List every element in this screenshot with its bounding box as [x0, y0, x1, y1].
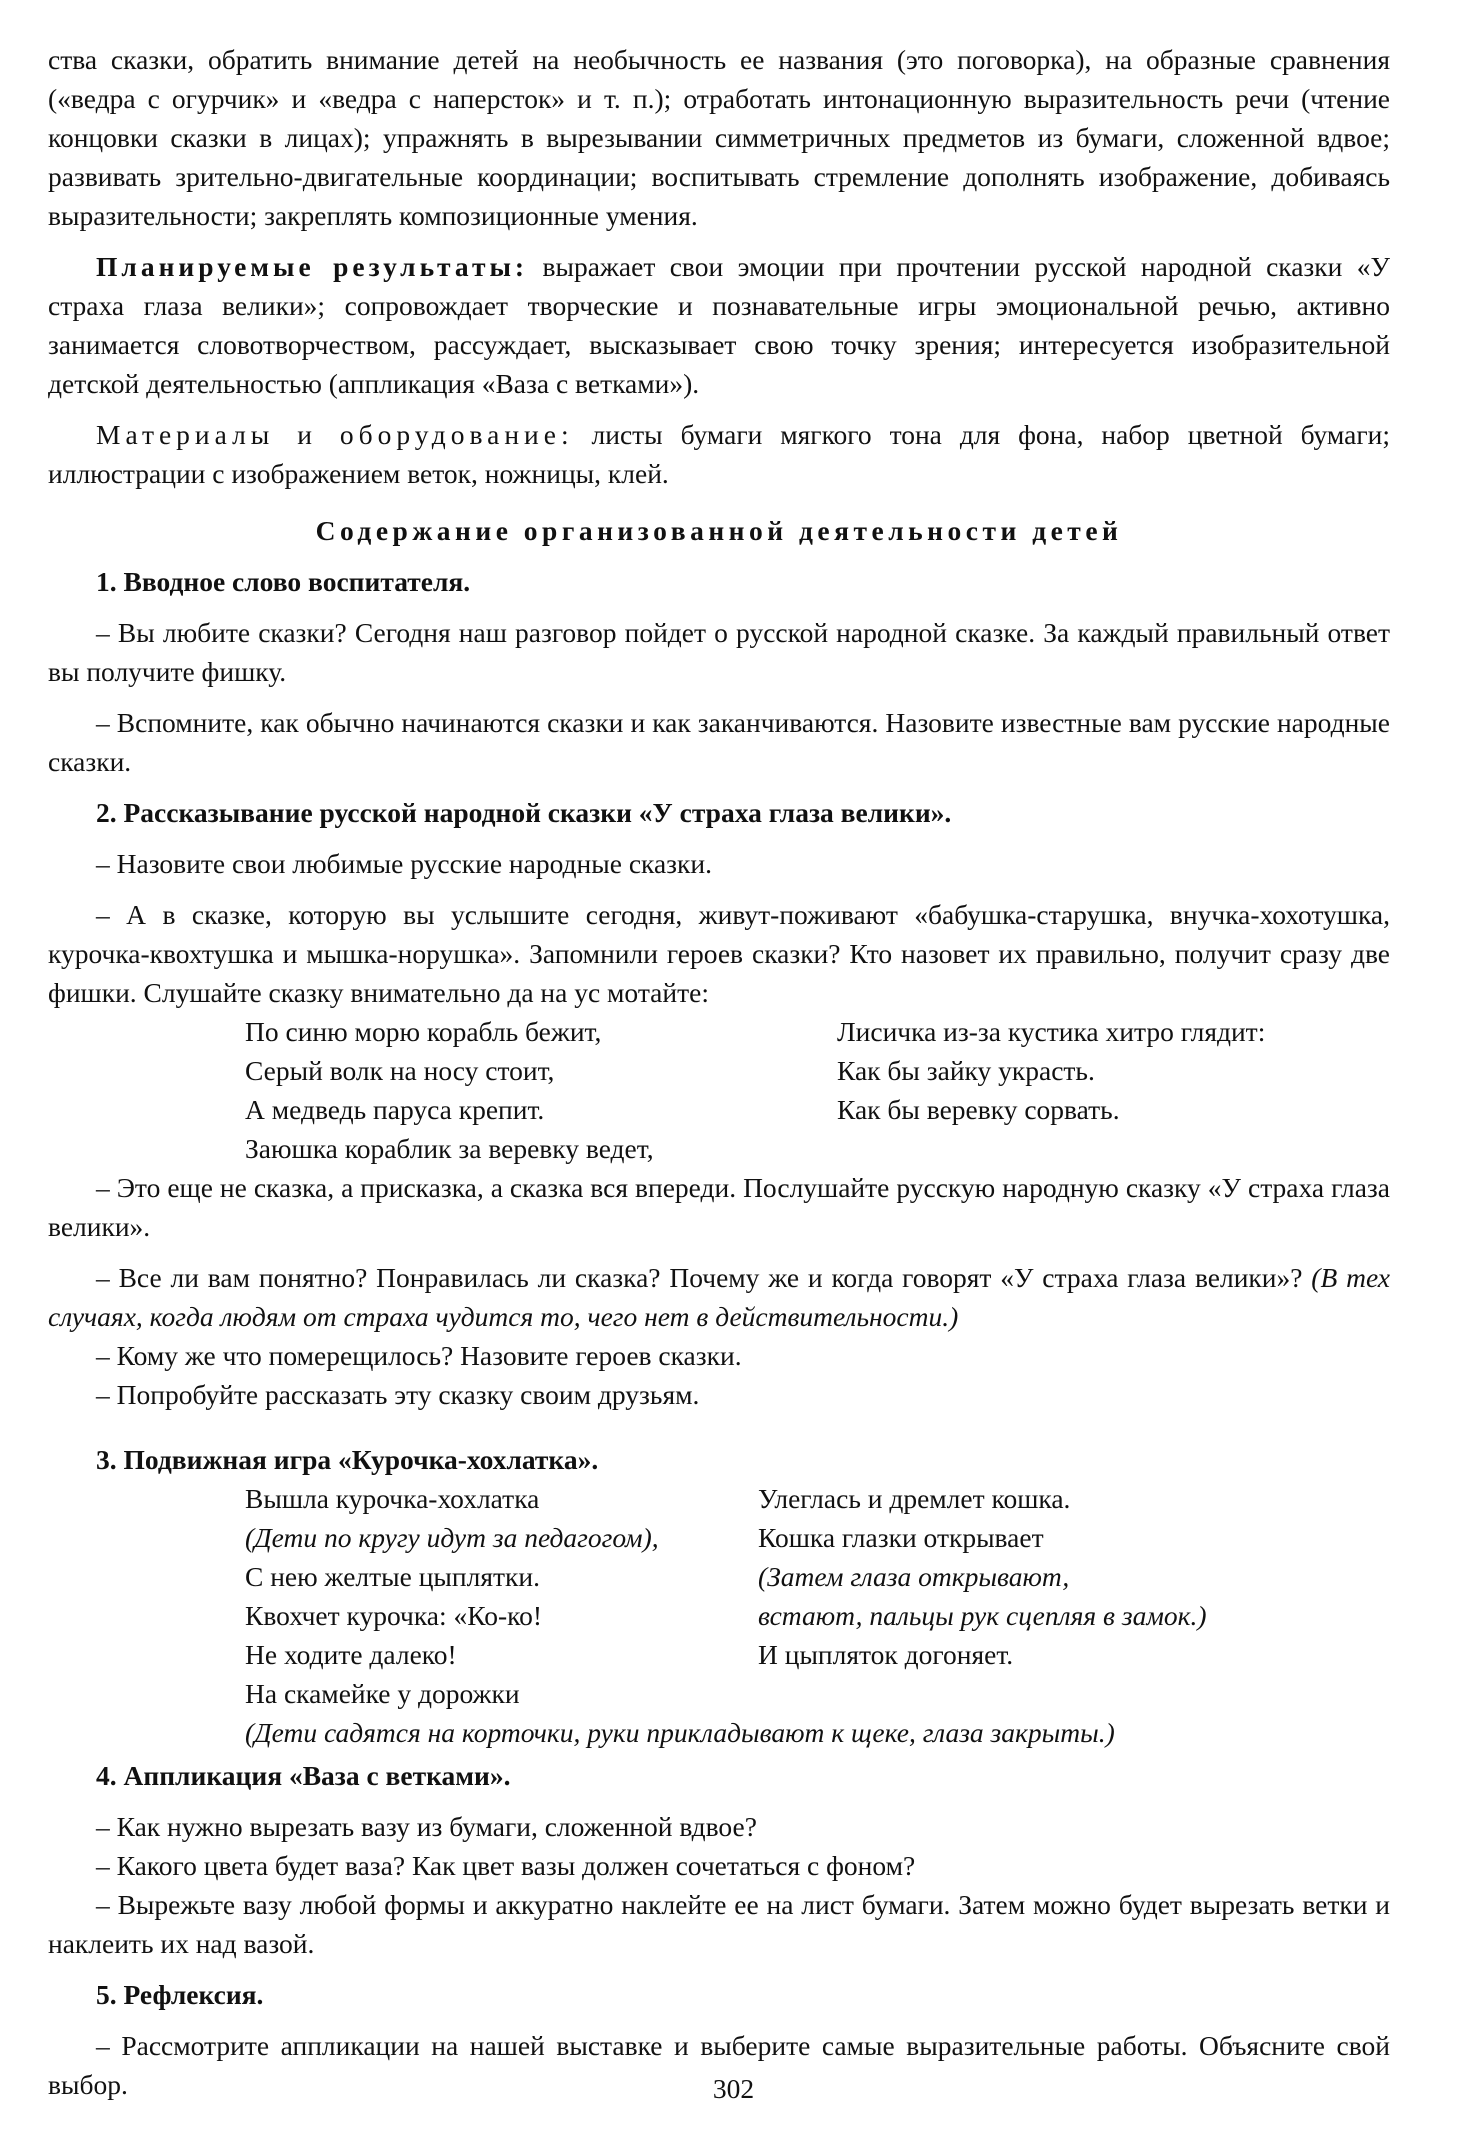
- section-4-paragraph-2: – Какого цвета будет ваза? Как цвет вазы должен сочетаться с фоном?: [96, 1850, 916, 1881]
- section-1-heading: 1. Вводное слово воспитателя.: [96, 566, 471, 597]
- poem-block: [48, 1012, 1390, 1168]
- section-2-paragraph-6: – Попробуйте рассказать эту сказку своим друзьям.: [96, 1379, 700, 1410]
- game-poem-right-column: [758, 1479, 1207, 1674]
- game-poem-line: На скамейке у дорожки: [245, 1678, 520, 1709]
- game-poem-line: Не ходите далеко!: [245, 1639, 457, 1670]
- results-text: выражает свои эмоции при прочтении русской народной сказки «У страха глаза велики»; сопровождает творческие и познавательные игры эмоциональной речью, активно занимается словотворчеством, рассуждает, высказывает свою точку зрения; интересуется изобразительной детской деятельностью (аппликация «Ваза с ветками»).: [48, 251, 1390, 399]
- results-paragraph: [48, 247, 1390, 403]
- game-poem-left-column: [245, 1479, 659, 1713]
- poem-line: Как бы зайку украсть.: [837, 1055, 1095, 1086]
- section-2-paragraph-4: [48, 1258, 1390, 1336]
- page-number: 302: [712, 2073, 755, 2104]
- section-2-paragraph-1: – Назовите свои любимые русские народные сказки.: [96, 848, 712, 879]
- poem-line: По синю морю корабль бежит,: [245, 1016, 602, 1047]
- section-2-paragraph-5: – Кому же что померещилось? Назовите героев сказки.: [96, 1340, 742, 1371]
- section-2-heading: 2. Рассказывание русской народной сказки «У страха глаза велики».: [96, 797, 952, 828]
- materials-label: Материалы и оборудование:: [96, 419, 574, 450]
- results-label: Планируемые результаты:: [96, 251, 529, 282]
- poem-line: А медведь паруса крепит.: [245, 1094, 545, 1125]
- section-2-paragraph-4-answer: (В тех случаях, когда людям от страха чудится то, чего нет в действительности.): [48, 1262, 1390, 1332]
- poem-line: Заюшка кораблик за веревку ведет,: [245, 1133, 654, 1164]
- poem-right-column: [837, 1012, 1265, 1129]
- game-poem-line: Вышла курочка-хохлатка: [245, 1483, 540, 1514]
- game-poem-block: [48, 1479, 1390, 1713]
- section-4-paragraph-1: – Как нужно вырезать вазу из бумаги, сложенной вдвое?: [96, 1811, 757, 1842]
- section-1-paragraph-1: – Вы любите сказки? Сегодня наш разговор пойдет о русской народной сказке. За каждый правильный ответ вы получите фишку.: [48, 617, 1390, 687]
- section-title: Содержание организованной деятельности детей: [315, 515, 1123, 546]
- section-5-heading: 5. Рефлексия.: [96, 1979, 264, 2010]
- section-2-paragraph-3: – Это еще не сказка, а присказка, а сказка вся впереди. Послушайте русскую народную сказку «У страха глаза велики».: [48, 1172, 1390, 1242]
- page-body: [48, 40, 1390, 2104]
- poem-left-column: [245, 1012, 654, 1168]
- game-poem-line: (Дети по кругу идут за педагогом),: [245, 1522, 659, 1553]
- intro-tail-paragraph: ства сказки, обратить внимание детей на необычность ее названия (это поговорка), на образные сравнения («ведра с огурчик» и «ведра с наперсток» и т. п.); отработать интонационную выразительность речи (чтение концовки сказки в лицах); упражнять в вырезывании симметричных предметов из бумаги, сложенной вдвое; развивать зрительно-двигательные координации; воспитывать стремление дополнять изображение, добиваясь выразительности; закреплять композиционные умения.: [48, 44, 1390, 231]
- section-3-heading: 3. Подвижная игра «Курочка-хохлатка».: [96, 1444, 599, 1475]
- section-4-heading: 4. Аппликация «Ваза с ветками».: [96, 1760, 511, 1791]
- game-poem-line: С нею желтые цыплятки.: [245, 1561, 540, 1592]
- section-4-paragraph-3: – Вырежьте вазу любой формы и аккуратно наклейте ее на лист бумаги. Затем можно будет вырезать ветки и наклеить их над вазой.: [48, 1889, 1390, 1959]
- materials-text: листы бумаги мягкого тона для фона, набор цветной бумаги; иллюстрации с изображением веток, ножницы, клей.: [48, 419, 1390, 489]
- game-poem-line: Квохчет курочка: «Ко-ко!: [245, 1600, 543, 1631]
- section-2-paragraph-4-text: – Все ли вам понятно? Понравилась ли сказка? Почему же и когда говорят «У страха глаза велики»?: [96, 1262, 1312, 1293]
- game-poem-line: Улеглась и дремлет кошка.: [758, 1483, 1071, 1514]
- section-1-paragraph-2: – Вспомните, как обычно начинаются сказки и как заканчиваются. Назовите известные вам русские народные сказки.: [48, 707, 1390, 777]
- game-poem-line: И цыпляток догоняет.: [758, 1639, 1014, 1670]
- poem-line: Как бы веревку сорвать.: [837, 1094, 1120, 1125]
- materials-paragraph: [48, 415, 1390, 493]
- poem-line: Серый волк на носу стоит,: [245, 1055, 555, 1086]
- section-2-paragraph-2: – А в сказке, которую вы услышите сегодня, живут-поживают «бабушка-старушка, внучка-хохотушка, курочка-квохтушка и мышка-норушка». Запомнили героев сказки? Кто назовет их правильно, получит сразу две фишки. Слушайте сказку внимательно да на ус мотайте:: [48, 899, 1390, 1008]
- section-5-paragraph-1: – Рассмотрите аппликации на нашей выставке и выберите самые выразительные работы. Объясните свой выбор.: [48, 2030, 1390, 2100]
- game-poem-line: (Затем глаза открывают,: [758, 1561, 1070, 1592]
- game-poem-tail: (Дети садятся на корточки, руки прикладывают к щеке, глаза закрыты.): [245, 1717, 1115, 1748]
- game-poem-line: Кошка глазки открывает: [758, 1522, 1044, 1553]
- poem-line: Лисичка из-за кустика хитро глядит:: [837, 1016, 1266, 1047]
- game-poem-line: встают, пальцы рук сцепляя в замок.): [758, 1600, 1207, 1631]
